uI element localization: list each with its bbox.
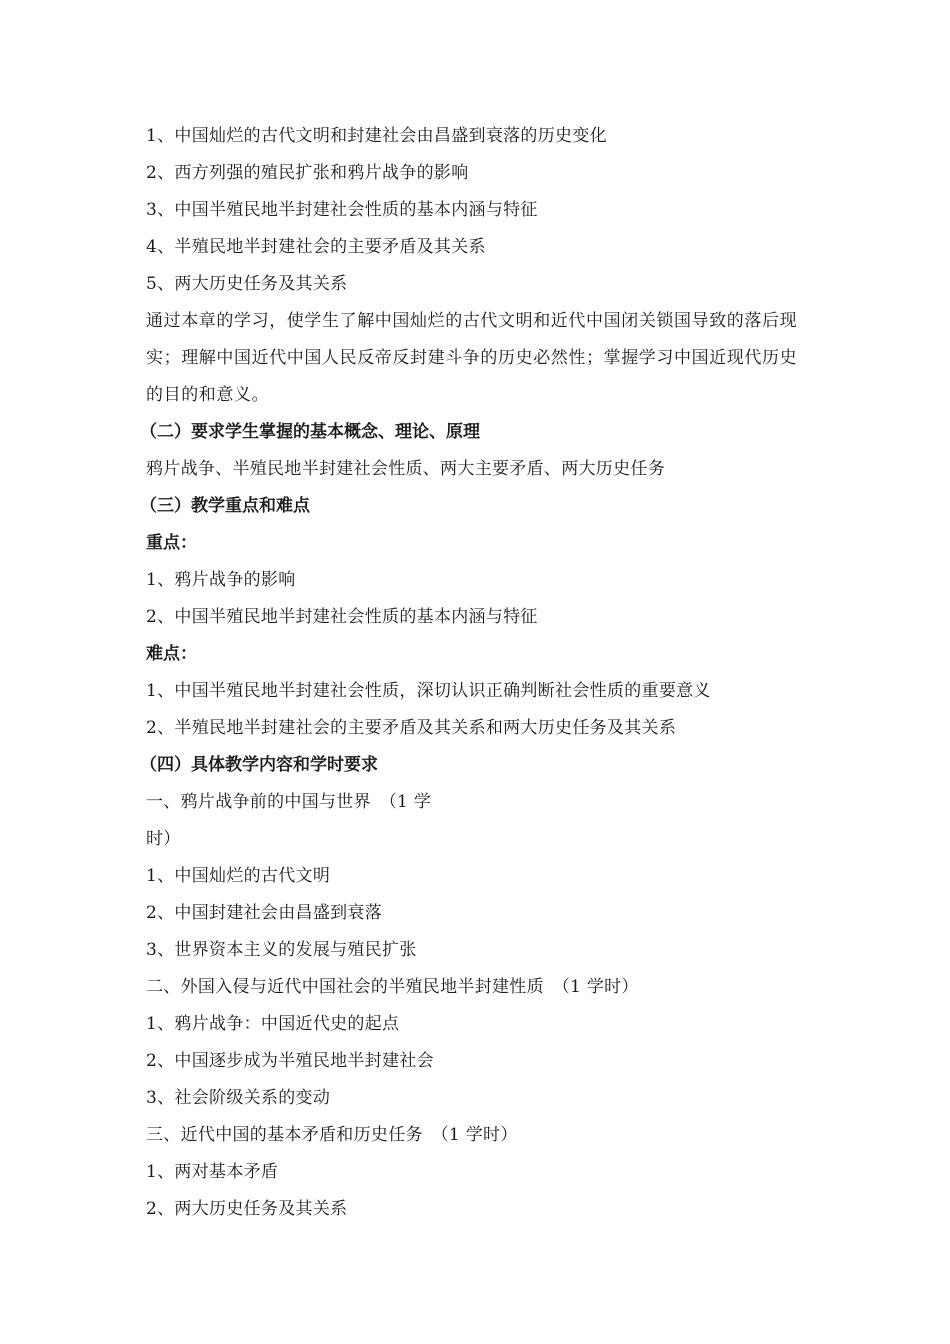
part-title: 一、鸦片战争前的中国与世界 （1 学: [146, 792, 432, 812]
intro-list-item: 2、西方列强的殖民扩张和鸦片战争的影响: [146, 163, 469, 183]
part-title: 二、外国入侵与近代中国社会的半殖民地半封建性质 （1 学时）: [146, 977, 639, 997]
difficult-point-item: 2、半殖民地半封建社会的主要矛盾及其关系和两大历史任务及其关系: [146, 718, 677, 738]
document-body: [140, 118, 826, 1228]
concepts-text: 鸦片战争、半殖民地半封建社会性质、两大主要矛盾、两大历史任务: [146, 459, 665, 479]
key-point-item: 1、鸦片战争的影响: [146, 570, 296, 590]
content-item: 2、中国封建社会由昌盛到衰落: [146, 903, 383, 923]
section-heading-content: （四）具体教学内容和学时要求: [140, 755, 378, 775]
key-points-label: 重点：: [146, 533, 197, 553]
content-item: 2、中国逐步成为半殖民地半封建社会: [146, 1051, 434, 1071]
content-item: 1、鸦片战争：中国近代史的起点: [146, 1014, 400, 1034]
content-item: 1、两对基本矛盾: [146, 1162, 279, 1182]
objective-paragraph: 通过本章的学习，使学生了解中国灿烂的古代文明和近代中国闭关锁国导致的落后现实；理解中国近代中国人民反帝反封建斗争的历史必然性；掌握学习中国近现代历史的目的和意义。: [146, 311, 798, 405]
intro-list-item: 1、中国灿烂的古代文明和封建社会由昌盛到衰落的历史变化: [146, 126, 607, 146]
content-item: 3、社会阶级关系的变动: [146, 1088, 331, 1108]
difficult-points-label: 难点：: [146, 644, 197, 664]
intro-list-item: 4、半殖民地半封建社会的主要矛盾及其关系: [146, 237, 486, 257]
difficult-point-item: 1、中国半殖民地半封建社会性质，深切认识正确判断社会性质的重要意义: [146, 681, 711, 701]
content-item: 1、中国灿烂的古代文明: [146, 866, 331, 886]
intro-list-item: 5、两大历史任务及其关系: [146, 274, 348, 294]
part-title-continuation: 时）: [146, 829, 181, 849]
part-title: 三、近代中国的基本矛盾和历史任务 （1 学时）: [146, 1125, 518, 1145]
content-item: 3、世界资本主义的发展与殖民扩张: [146, 940, 417, 960]
intro-list-item: 3、中国半殖民地半封建社会性质的基本内涵与特征: [146, 200, 538, 220]
key-point-item: 2、中国半殖民地半封建社会性质的基本内涵与特征: [146, 607, 538, 627]
content-item: 2、两大历史任务及其关系: [146, 1199, 348, 1219]
section-heading-concepts: （二）要求学生掌握的基本概念、理论、原理: [140, 422, 480, 442]
section-heading-key-points: （三）教学重点和难点: [140, 496, 310, 516]
